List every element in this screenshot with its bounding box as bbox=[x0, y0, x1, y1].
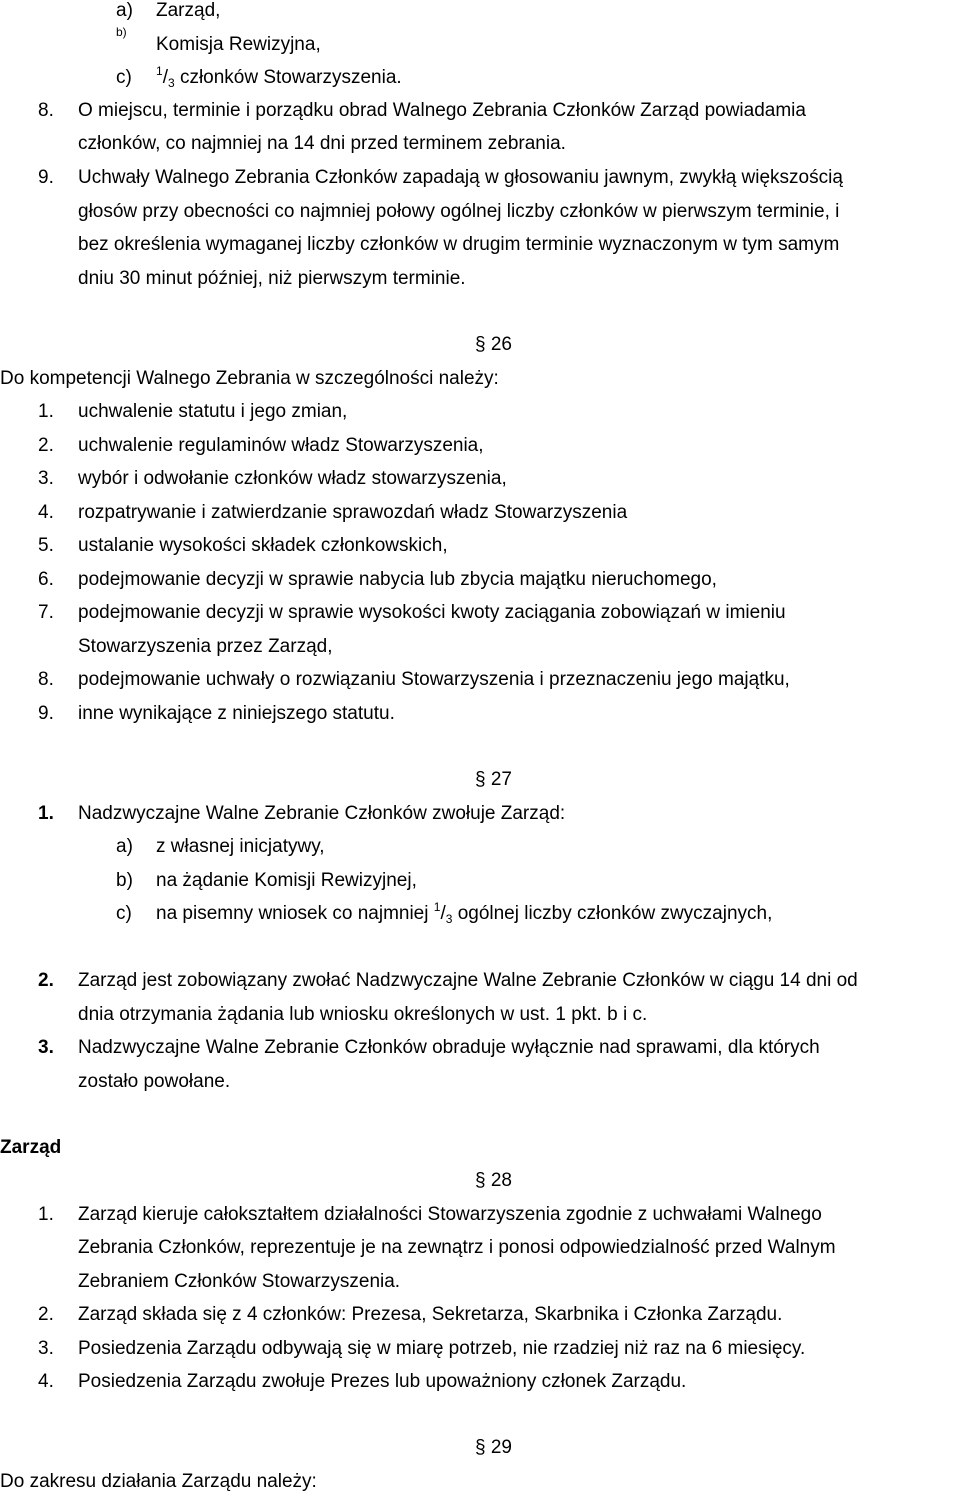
list-item-text: Zarząd, bbox=[156, 0, 221, 21]
paragraph-line: Nadzwyczajne Walne Zebranie Członków obraduje wyłącznie nad sprawami, dla których bbox=[78, 1037, 820, 1058]
paragraph-line: Posiedzenia Zarządu zwołuje Prezes lub upoważniony członek Zarządu. bbox=[78, 1371, 687, 1392]
list-marker: 1. bbox=[38, 1204, 54, 1225]
fraction-numerator: 1 bbox=[156, 64, 163, 78]
section-heading: § 28 bbox=[475, 1170, 512, 1191]
list-marker: 7. bbox=[38, 602, 54, 623]
paragraph-line: członków, co najmniej na 14 dni przed terminem zebrania. bbox=[78, 133, 566, 154]
list-marker: 1. bbox=[38, 401, 54, 422]
paragraph-line: dnia otrzymania żądania lub wniosku określonych w ust. 1 pkt. b i c. bbox=[78, 1004, 648, 1025]
list-item-text: z własnej inicjatywy, bbox=[156, 836, 325, 857]
paragraph-line: Zarząd jest zobowiązany zwołać Nadzwyczajne Walne Zebranie Członków w ciągu 14 dni od bbox=[78, 970, 858, 991]
list-marker: 2. bbox=[38, 970, 54, 991]
section-heading: § 27 bbox=[475, 769, 512, 790]
fraction-denominator: 3 bbox=[445, 912, 453, 926]
paragraph-line: głosów przy obecności co najmniej połowy ogólnej liczby członków w pierwszym terminie, i bbox=[78, 201, 840, 222]
paragraph-line: Zarząd kieruje całokształtem działalności Stowarzyszenia zgodnie z uchwałami Walnego bbox=[78, 1204, 822, 1225]
list-item-text: wybór i odwołanie członków władz stowarzyszenia, bbox=[78, 468, 507, 489]
list-marker: 1. bbox=[38, 803, 54, 824]
fraction-slash: / bbox=[440, 903, 446, 924]
list-marker: 4. bbox=[38, 502, 54, 523]
list-marker: a) bbox=[116, 836, 133, 857]
list-item-text: podejmowanie decyzji w sprawie nabycia lub zbycia majątku nieruchomego, bbox=[78, 569, 717, 590]
list-marker: 9. bbox=[38, 703, 54, 724]
list-item-text: podejmowanie uchwały o rozwiązaniu Stowarzyszenia i przeznaczeniu jego majątku, bbox=[78, 669, 790, 690]
list-marker: b) bbox=[116, 870, 133, 891]
paragraph-line: bez określenia wymaganej liczby członków w drugim terminie wyznaczonym w tym samym bbox=[78, 234, 840, 255]
list-item-text: Stowarzyszenia przez Zarząd, bbox=[78, 636, 333, 657]
paragraph-line: Nadzwyczajne Walne Zebranie Członków zwołuje Zarząd: bbox=[78, 803, 566, 824]
list-marker: 3. bbox=[38, 468, 54, 489]
section-heading: § 29 bbox=[475, 1437, 512, 1458]
section-heading: § 26 bbox=[475, 334, 512, 355]
list-item-text: na pisemny wniosek co najmniej $^1/_3$ ogólnej liczby członków zwyczajnych, bbox=[156, 900, 773, 926]
list-item-text-rest: członków Stowarzyszenia. bbox=[179, 67, 402, 88]
list-marker: 2. bbox=[38, 1304, 54, 1325]
list-marker: 5. bbox=[38, 535, 54, 556]
list-item-text bbox=[156, 61, 402, 94]
list-marker: b) bbox=[116, 25, 127, 39]
list-marker: c) bbox=[116, 67, 132, 88]
list-item-text: na żądanie Komisji Rewizyjnej, bbox=[156, 870, 417, 891]
list-marker: c) bbox=[116, 903, 132, 924]
paragraph-line: Zarząd składa się z 4 członków: Prezesa, Sekretarza, Skarbnika i Członka Zarządu. bbox=[78, 1304, 783, 1325]
list-marker: 8. bbox=[38, 669, 54, 690]
paragraph-line: dniu 30 minut później, niż pierwszym terminie. bbox=[78, 268, 466, 289]
paragraph-line: zostało powołane. bbox=[78, 1071, 231, 1092]
list-marker: 4. bbox=[38, 1371, 54, 1392]
list-item-text: rozpatrywanie i zatwierdzanie sprawozdań władz Stowarzyszenia bbox=[78, 502, 628, 523]
list-marker: 9. bbox=[38, 167, 54, 188]
list-marker: 3. bbox=[38, 1037, 54, 1058]
list-marker: 8. bbox=[38, 100, 54, 121]
chapter-heading: Zarząd bbox=[0, 1137, 62, 1158]
list-item-text: podejmowanie decyzji w sprawie wysokości kwoty zaciągania zobowiązań w imieniu bbox=[78, 602, 786, 623]
list-marker: 3. bbox=[38, 1338, 54, 1359]
paragraph-line: Posiedzenia Zarządu odbywają się w miarę potrzeb, nie rzadziej niż raz na 6 miesięcy. bbox=[78, 1338, 806, 1359]
list-marker: 2. bbox=[38, 435, 54, 456]
list-marker: 6. bbox=[38, 569, 54, 590]
list-item-text: inne wynikające z niniejszego statutu. bbox=[78, 703, 395, 724]
list-marker: a) bbox=[116, 0, 133, 21]
section-intro: Do zakresu działania Zarządu należy: bbox=[0, 1471, 317, 1492]
paragraph-line: Zebraniem Członków Stowarzyszenia. bbox=[78, 1271, 401, 1292]
paragraph-line: Uchwały Walnego Zebrania Członków zapadają w głosowaniu jawnym, zwykłą większością bbox=[78, 167, 843, 188]
paragraph-line: Zebrania Członków, reprezentuje je na zewnątrz i ponosi odpowiedzialność przed Walnym bbox=[78, 1237, 836, 1258]
fraction-slash: / bbox=[162, 67, 168, 88]
fraction-numerator: 1 bbox=[433, 900, 441, 914]
list-item-text: ustalanie wysokości składek członkowskich, bbox=[78, 535, 448, 556]
list-item-text: uchwalenie statutu i jego zmian, bbox=[78, 401, 348, 422]
list-item-text: uchwalenie regulaminów władz Stowarzyszenia, bbox=[78, 435, 484, 456]
list-item-text: Komisja Rewizyjna, bbox=[156, 34, 321, 55]
paragraph-line: O miejscu, terminie i porządku obrad Walnego Zebrania Członków Zarząd powiadamia bbox=[78, 100, 806, 121]
section-intro: Do kompetencji Walnego Zebrania w szczególności należy: bbox=[0, 368, 499, 389]
fraction-denominator: 3 bbox=[167, 76, 175, 90]
